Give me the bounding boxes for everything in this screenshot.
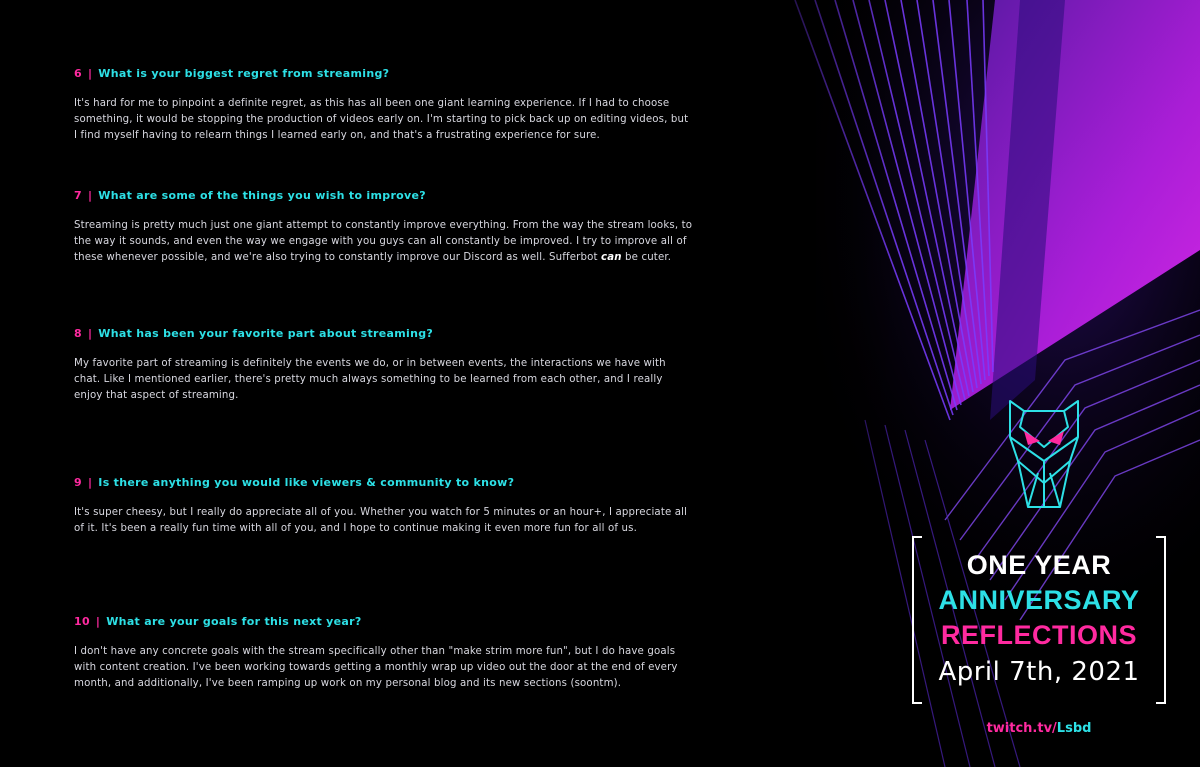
- question-heading: 9 | Is there anything you would like viewers & community to know?: [74, 476, 515, 489]
- question-heading: 6 | What is your biggest regret from streaming?: [74, 67, 390, 80]
- answer-text: Streaming is pretty much just one giant attempt to constantly improve everything. From the way the stream looks, to the way it sounds, and even the way we engage with you guys can all constantly be improved. I try to improve all of these whenever possible, and we're also trying to constantly improve our Discord as well. Sufferbot can be cuter.: [74, 220, 693, 263]
- qa-block-10: [74, 615, 694, 691]
- twitch-handle-link[interactable]: twitch.tv/Lsbd: [986, 721, 1092, 736]
- title-line-one-year: ONE YEAR: [966, 550, 1112, 580]
- qa-block-6: [74, 67, 694, 143]
- qa-block-8: [74, 327, 694, 403]
- title-date: April 7th, 2021: [938, 657, 1140, 687]
- question-heading: 10 | What are your goals for this next year?: [74, 615, 362, 628]
- title-line-reflections: REFLECTIONS: [940, 620, 1137, 650]
- title-card: [912, 536, 1166, 704]
- title-line-anniversary: ANNIVERSARY: [938, 585, 1140, 615]
- answer-text: My favorite part of streaming is definitely the events we do, or in between events, the interactions we have with chat. Like I mentioned earlier, there's pretty much always something to be learned from each other, and I really enjoy that aspect of streaming.: [74, 358, 666, 401]
- question-heading: 7 | What are some of the things you wish to improve?: [74, 189, 426, 202]
- answer-text: I don't have any concrete goals with the stream specifically other than "make strim more fun", but I do have goals with content creation. I've been working towards getting a monthly wrap up video out the door at the end of every month, and additionally, I've been ramping up work on my personal blog and its new sections (soontm).: [74, 646, 678, 689]
- question-heading: 8 | What has been your favorite part about streaming?: [74, 327, 434, 340]
- qa-block-9: [74, 476, 694, 537]
- qa-block-7: [74, 189, 694, 265]
- owl-mask-logo-icon: [1004, 397, 1084, 517]
- answer-text: It's super cheesy, but I really do appreciate all of you. Whether you watch for 5 minutes or an hour+, I appreciate all of it. It's been a really fun time with all of you, and I hope to continue making it even more fun for all of us.: [74, 507, 688, 534]
- answer-text: It's hard for me to pinpoint a definite regret, as this has all been one giant learning experience. If I had to choose something, it would be stopping the production of videos early on. I'm starting to pick back up on editing videos, but I find myself having to relearn things I learned early on, and that's a frustrating experience for sure.: [74, 98, 689, 141]
